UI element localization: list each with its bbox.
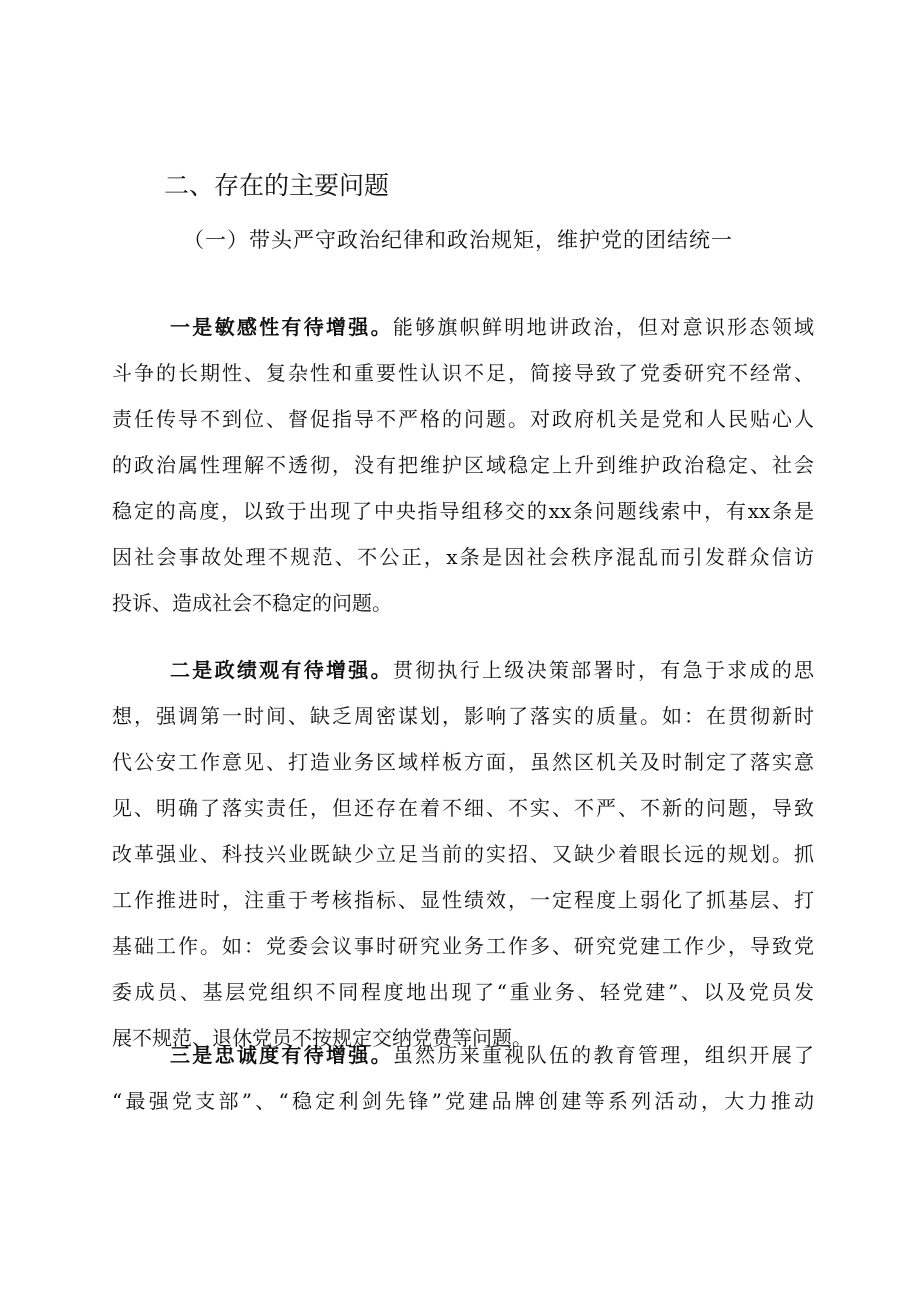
paragraph-line: 想，强调第一时间、缺乏周密谋划，影响了落实的质量。如：在贯彻新时 xyxy=(112,704,814,728)
paragraph-line: 代公安工作意见、打造业务区域样板方面，虽然区机关及时制定了落实意 xyxy=(112,750,814,774)
paragraph-sensitivity xyxy=(112,304,814,626)
paragraph-lead: 一是敏感性有待增强。 xyxy=(170,315,393,339)
paragraph-line: 斗争的长期性、复杂性和重要性认识不足，简接导致了党委研究不经常、 xyxy=(112,361,814,385)
paragraph-lead: 三是忠诚度有待增强。 xyxy=(170,1043,393,1067)
paragraph-line: 投诉、造成社会不稳定的问题。 xyxy=(112,591,392,615)
paragraph-performance xyxy=(112,647,814,1061)
paragraph-line: 的政治属性理解不透彻，没有把维护区域稳定上升到维护政治稳定、社会 xyxy=(112,453,814,477)
paragraph-line: 基础工作。如：党委会议事时研究业务工作多、研究党建工作少，导致党 xyxy=(112,934,814,958)
paragraph-lead: 二是政绩观有待增强。 xyxy=(170,658,393,682)
paragraph-line: “最强党支部”、“稳定利剑先锋”党建品牌创建等系列活动，大力推动 xyxy=(112,1089,814,1113)
sub-heading: （一）带头严守政治纪律和政治规矩，维护党的团结统一 xyxy=(183,228,733,252)
paragraph-line: 委成员、基层党组织不同程度地出现了“重业务、轻党建”、以及党员发 xyxy=(112,980,814,1004)
paragraph-line xyxy=(112,647,814,693)
line-text: 能够旗帜鲜明地讲政治，但对意识形态领域 xyxy=(392,315,815,339)
paragraph-line: 见、明确了落实责任，但还存在着不细、不实、不严、不新的问题，导致 xyxy=(112,796,814,820)
paragraph-line: 稳定的高度，以致于出现了中央指导组移交的xx条问题线索中，有xx条是 xyxy=(112,499,814,523)
paragraph-line: 改革强业、科技兴业既缺少立足当前的实招、又缺少着眼长远的规划。抓 xyxy=(112,842,814,866)
line-text: 虽然历来重视队伍的教育管理，组织开展了 xyxy=(392,1043,815,1067)
paragraph-loyalty xyxy=(112,1032,814,1124)
line-text: 贯彻执行上级决策部署时，有急于求成的思 xyxy=(392,658,815,682)
paragraph-line xyxy=(112,1032,814,1078)
paragraph-line: 责任传导不到位、督促指导不严格的问题。对政府机关是党和人民贴心人 xyxy=(112,407,814,431)
paragraph-line: 因社会事故处理不规范、不公正，x条是因社会秩序混乱而引发群众信访 xyxy=(112,545,814,569)
paragraph-line xyxy=(112,304,814,350)
paragraph-line: 展不规范、退休党员不按规定交纳党费等问题。 xyxy=(112,1026,532,1050)
section-heading: 二、存在的主要问题 xyxy=(164,171,390,200)
paragraph-line: 工作推进时，注重于考核指标、显性绩效，一定程度上弱化了抓基层、打 xyxy=(112,888,814,912)
